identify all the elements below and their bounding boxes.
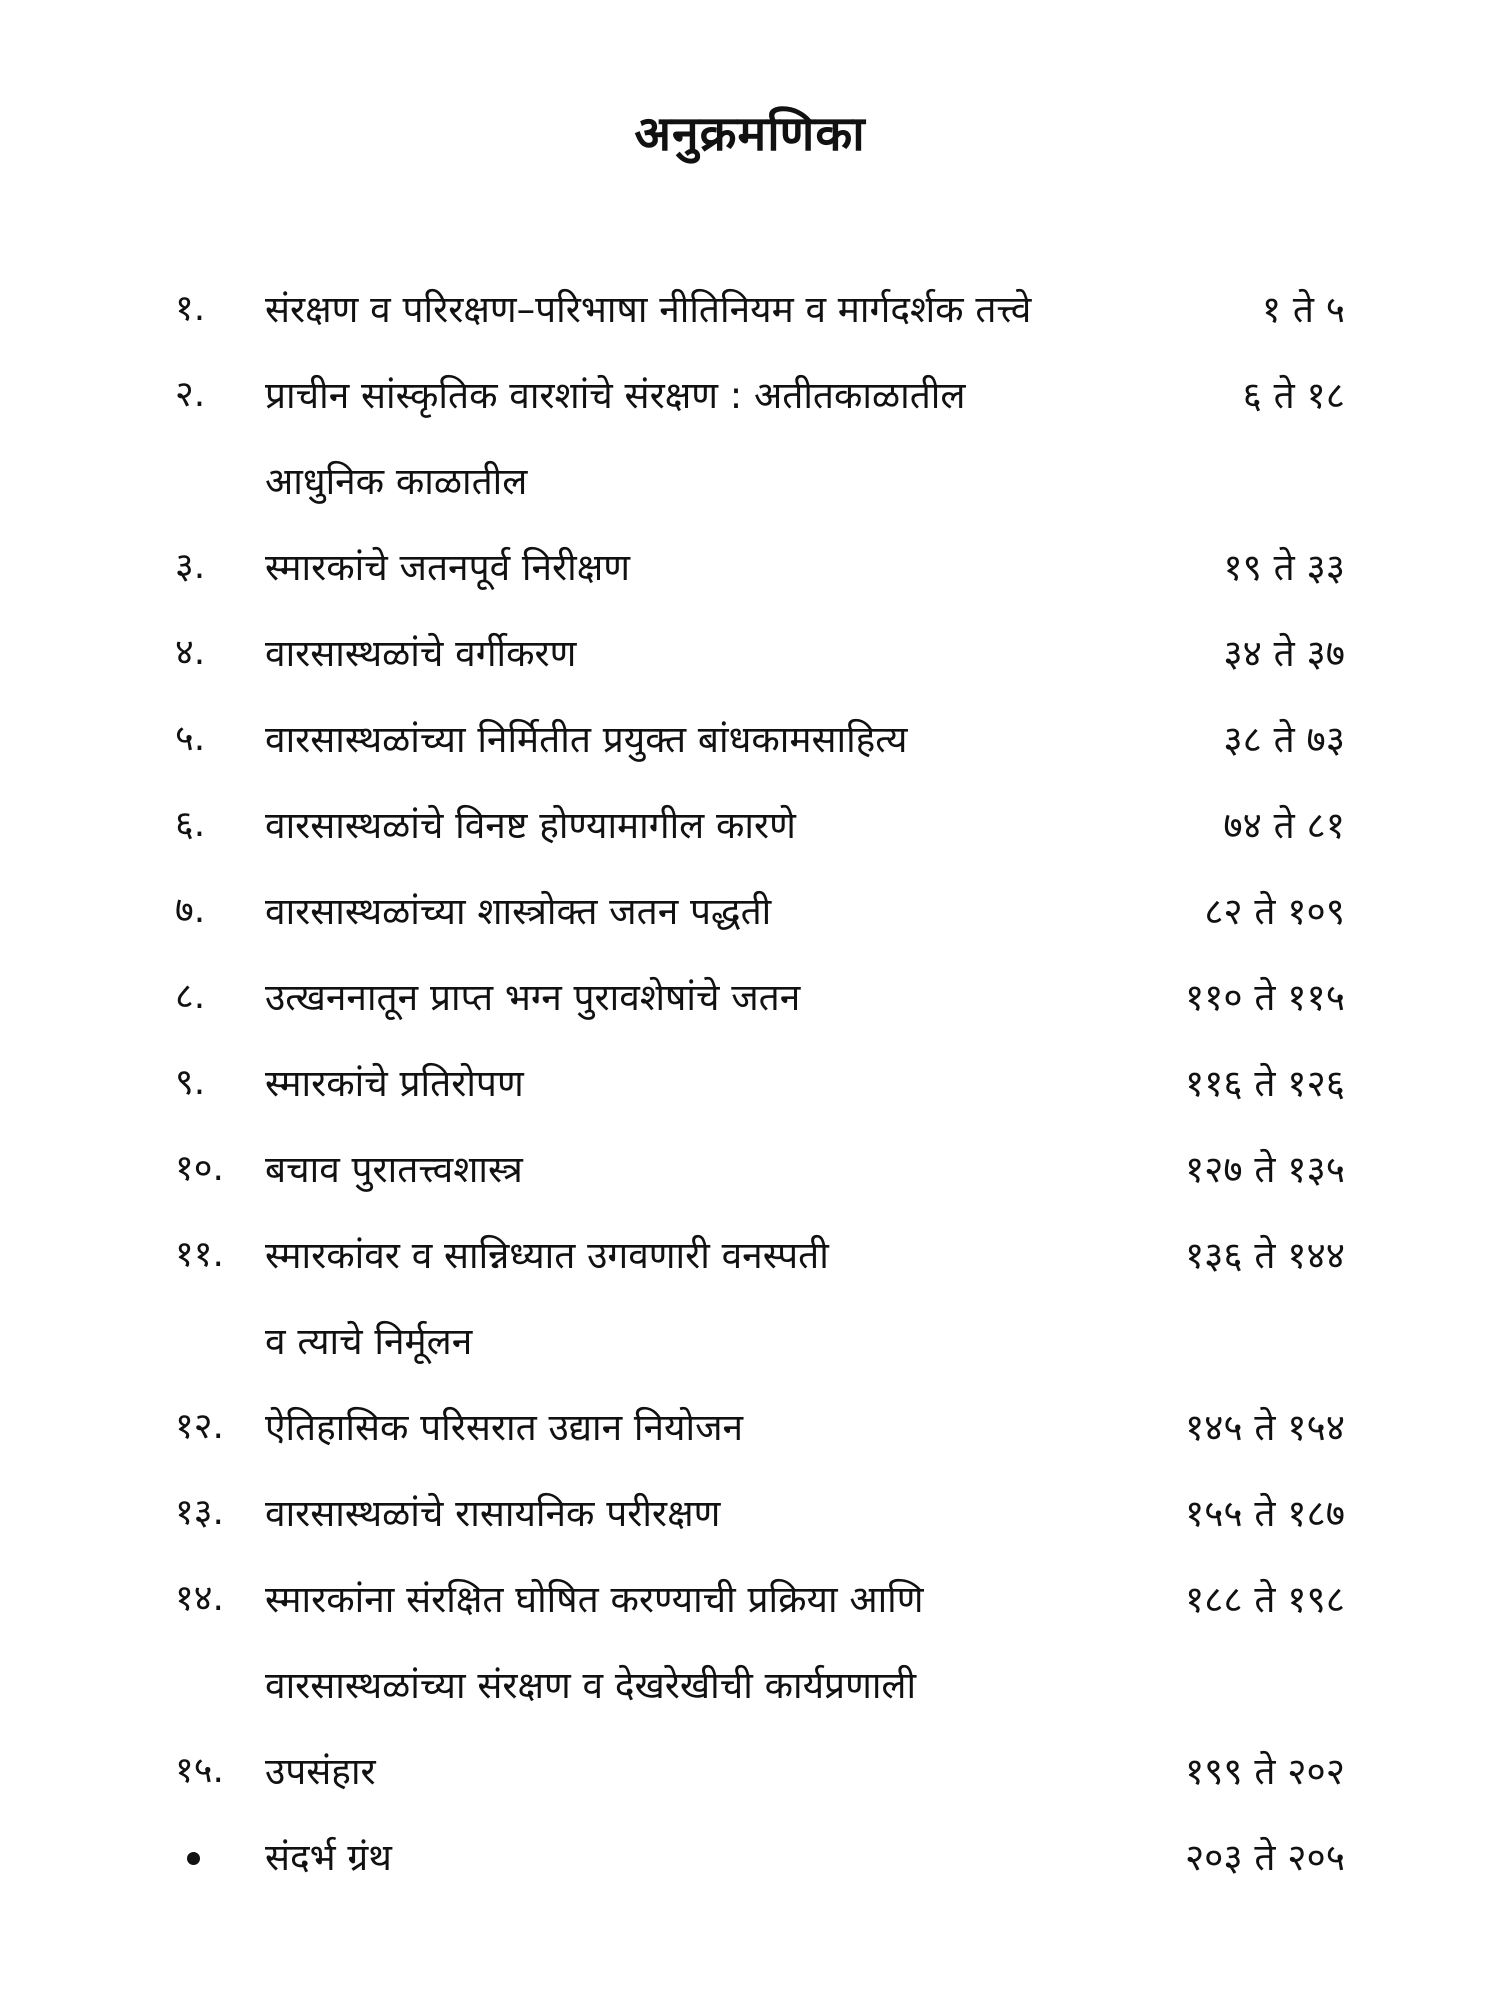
toc-entry-title-continuation: आधुनिक काळातील xyxy=(265,460,528,503)
toc-entry-number: ६. xyxy=(175,804,206,845)
toc-entry-pages: ८२ ते १०९ xyxy=(1204,890,1345,933)
toc-entry xyxy=(175,1830,1345,1916)
toc-entry-line xyxy=(175,884,1345,970)
toc-entry-line xyxy=(175,970,1345,1056)
toc-entry xyxy=(175,282,1345,368)
toc-entry-title: प्राचीन सांस्कृतिक वारशांचे संरक्षण : अतीतकाळातील xyxy=(265,374,966,417)
bullet-icon xyxy=(175,1830,263,1874)
toc-entry xyxy=(175,1228,1345,1400)
toc-entry-number: ८. xyxy=(175,976,206,1017)
toc-entry-number: १३. xyxy=(175,1492,224,1533)
toc-entry-title: उत्खननातून प्राप्त भग्न पुरावशेषांचे जतन xyxy=(265,976,801,1019)
toc-entry-pages: १२७ ते १३५ xyxy=(1184,1148,1345,1191)
toc-entry-line xyxy=(175,1142,1345,1228)
toc-entry xyxy=(175,798,1345,884)
toc-entry-number: ५. xyxy=(175,718,206,759)
toc-entry xyxy=(175,1486,1345,1572)
toc-entry xyxy=(175,1572,1345,1744)
toc-entry-line xyxy=(175,1400,1345,1486)
toc-entry-pages: १४५ ते १५४ xyxy=(1184,1406,1345,1449)
toc-entry-title: बचाव पुरातत्त्वशास्त्र xyxy=(265,1148,523,1191)
toc-entry-line xyxy=(175,282,1345,368)
toc-entry-title-continuation: व त्याचे निर्मूलन xyxy=(265,1320,473,1363)
table-of-contents xyxy=(175,282,1345,1916)
toc-entry-title: संरक्षण व परिरक्षण–परिभाषा नीतिनियम व मार्गदर्शक तत्त्वे xyxy=(265,288,1032,331)
toc-entry-number: १२. xyxy=(175,1406,224,1447)
toc-entry-title: संदर्भ ग्रंथ xyxy=(265,1836,392,1879)
toc-entry-title: उपसंहार xyxy=(265,1750,376,1793)
toc-entry-number: ४. xyxy=(175,632,206,673)
toc-entry-pages: १८८ ते १९८ xyxy=(1184,1578,1345,1621)
toc-entry-line xyxy=(175,1572,1345,1658)
toc-entry-line xyxy=(175,712,1345,798)
toc-entry xyxy=(175,970,1345,1056)
toc-entry-title: वारसास्थळांच्या शास्त्रोक्त जतन पद्धती xyxy=(265,890,772,933)
toc-entry xyxy=(175,368,1345,540)
toc-entry xyxy=(175,1142,1345,1228)
toc-entry-title: वारसास्थळांचे वर्गीकरण xyxy=(265,632,577,675)
toc-entry xyxy=(175,626,1345,712)
toc-entry-line xyxy=(175,1830,1345,1916)
toc-entry xyxy=(175,1056,1345,1142)
toc-entry xyxy=(175,884,1345,970)
toc-entry xyxy=(175,712,1345,798)
toc-entry-line xyxy=(175,1056,1345,1142)
toc-entry-pages: १९ ते ३३ xyxy=(1223,546,1345,589)
toc-entry-pages: ६ ते १८ xyxy=(1242,374,1345,417)
toc-entry-number: ११. xyxy=(175,1234,224,1275)
toc-entry xyxy=(175,540,1345,626)
toc-entry-line xyxy=(175,1228,1345,1314)
toc-entry-pages: १५५ ते १८७ xyxy=(1184,1492,1345,1535)
page-title: अनुक्रमणिका xyxy=(634,106,866,162)
toc-entry-pages: १९९ ते २०२ xyxy=(1184,1750,1345,1793)
toc-entry xyxy=(175,1400,1345,1486)
toc-entry-title: वारसास्थळांच्या निर्मितीत प्रयुक्त बांधकामसाहित्य xyxy=(265,718,908,761)
toc-entry-line xyxy=(175,1744,1345,1830)
toc-entry-title-continuation: वारसास्थळांच्या संरक्षण व देखरेखीची कार्यप्रणाली xyxy=(265,1664,917,1707)
bullet-dot-icon xyxy=(187,1852,200,1865)
toc-entry-number: १४. xyxy=(175,1578,224,1619)
toc-entry-pages: १ ते ५ xyxy=(1261,288,1345,331)
toc-entry-title: वारसास्थळांचे विनष्ट होण्यामागील कारणे xyxy=(265,804,796,847)
toc-entry-pages: ११६ ते १२६ xyxy=(1184,1062,1345,1105)
toc-entry-line xyxy=(175,1486,1345,1572)
toc-entry-pages: १३६ ते १४४ xyxy=(1184,1234,1345,1277)
toc-entry-title: स्मारकांवर व सान्निध्यात उगवणारी वनस्पती xyxy=(265,1234,829,1277)
toc-entry-pages: २०३ ते २०५ xyxy=(1184,1836,1345,1879)
toc-entry-title: स्मारकांचे जतनपूर्व निरीक्षण xyxy=(265,546,631,589)
toc-entry-number: ३. xyxy=(175,546,206,587)
toc-entry-line xyxy=(175,626,1345,712)
toc-entry-line xyxy=(175,798,1345,884)
toc-entry-number: ७. xyxy=(175,890,206,931)
toc-entry-line xyxy=(175,368,1345,454)
toc-entry-number: १५. xyxy=(175,1750,224,1791)
toc-entry-line xyxy=(175,540,1345,626)
toc-entry-pages: ११० ते ११५ xyxy=(1184,976,1345,1019)
toc-entry-title: स्मारकांचे प्रतिरोपण xyxy=(265,1062,524,1105)
toc-entry-number: १०. xyxy=(175,1148,224,1189)
toc-entry-title: स्मारकांना संरक्षित घोषित करण्याची प्रक्रिया आणि xyxy=(265,1578,924,1621)
toc-entry-number: ९. xyxy=(175,1062,206,1103)
toc-entry-pages: ३४ ते ३७ xyxy=(1223,632,1345,675)
toc-entry-number: २. xyxy=(175,374,206,415)
toc-entry-title: वारसास्थळांचे रासायनिक परीरक्षण xyxy=(265,1492,721,1535)
toc-entry-pages: ७४ ते ८१ xyxy=(1223,804,1345,847)
toc-entry-title: ऐतिहासिक परिसरात उद्यान नियोजन xyxy=(265,1406,744,1449)
toc-entry xyxy=(175,1744,1345,1830)
toc-entry-number: १. xyxy=(175,288,206,329)
toc-entry-pages: ३८ ते ७३ xyxy=(1223,718,1345,761)
